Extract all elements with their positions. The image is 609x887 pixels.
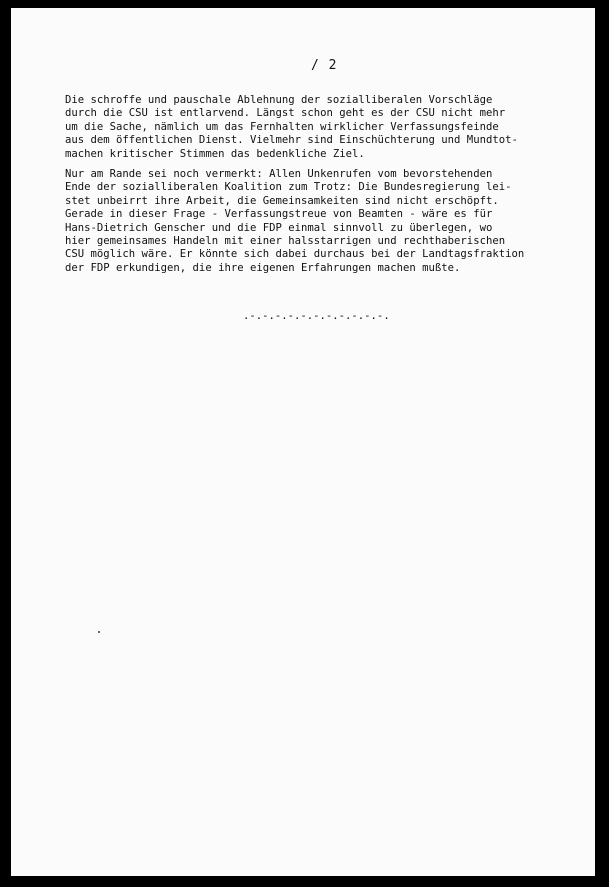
text-line: Ende der sozialliberalen Koalition zum Trotz: Die Bundesregierung lei- (65, 181, 512, 194)
text-line: aus dem öffentlichen Dienst. Vielmehr sind Einschüchterung und Mundtot- (65, 134, 518, 147)
text-line: durch die CSU ist entlarvend. Längst schon geht es der CSU nicht mehr (65, 107, 506, 120)
end-separator: .-.-.-.-.-.-.-.-.-.-.-. (243, 310, 390, 322)
text-line: machen kritischer Stimmen das bedenkliche Ziel. (65, 147, 365, 160)
paragraph-csu-rejection (65, 94, 605, 161)
text-line: der FDP erkundigen, die ihre eigenen Erfahrungen machen mußte. (65, 261, 461, 274)
text-line: Gerade in dieser Frage - Verfassungstreue von Beamten - wäre es für (65, 208, 493, 221)
text-line: Die schroffe und pauschale Ablehnung der sozialliberalen Vorschläge (65, 94, 493, 106)
scan-speck (98, 631, 100, 633)
paragraph-coalition-remark (65, 168, 605, 275)
document-page (11, 8, 595, 876)
text-line: um die Sache, nämlich um das Fernhalten wirklicher Verfassungsfeinde (65, 120, 499, 133)
text-line: Hans-Dietrich Genscher und die FDP einmal sinnvoll zu überlegen, wo (65, 221, 493, 234)
text-line: Nur am Rande sei noch vermerkt: Allen Unkenrufen vom bevorstehenden (65, 168, 493, 180)
text-line: stet unbeirrt ihre Arbeit, die Gemeinsamkeiten sind nicht erschöpft. (65, 194, 499, 207)
text-line: hier gemeinsames Handeln mit einer halsstarrigen und rechthaberischen (65, 235, 506, 248)
text-line: CSU möglich wäre. Er könnte sich dabei durchaus bei der Landtagsfraktion (65, 248, 525, 261)
page-number: / 2 (311, 58, 338, 73)
